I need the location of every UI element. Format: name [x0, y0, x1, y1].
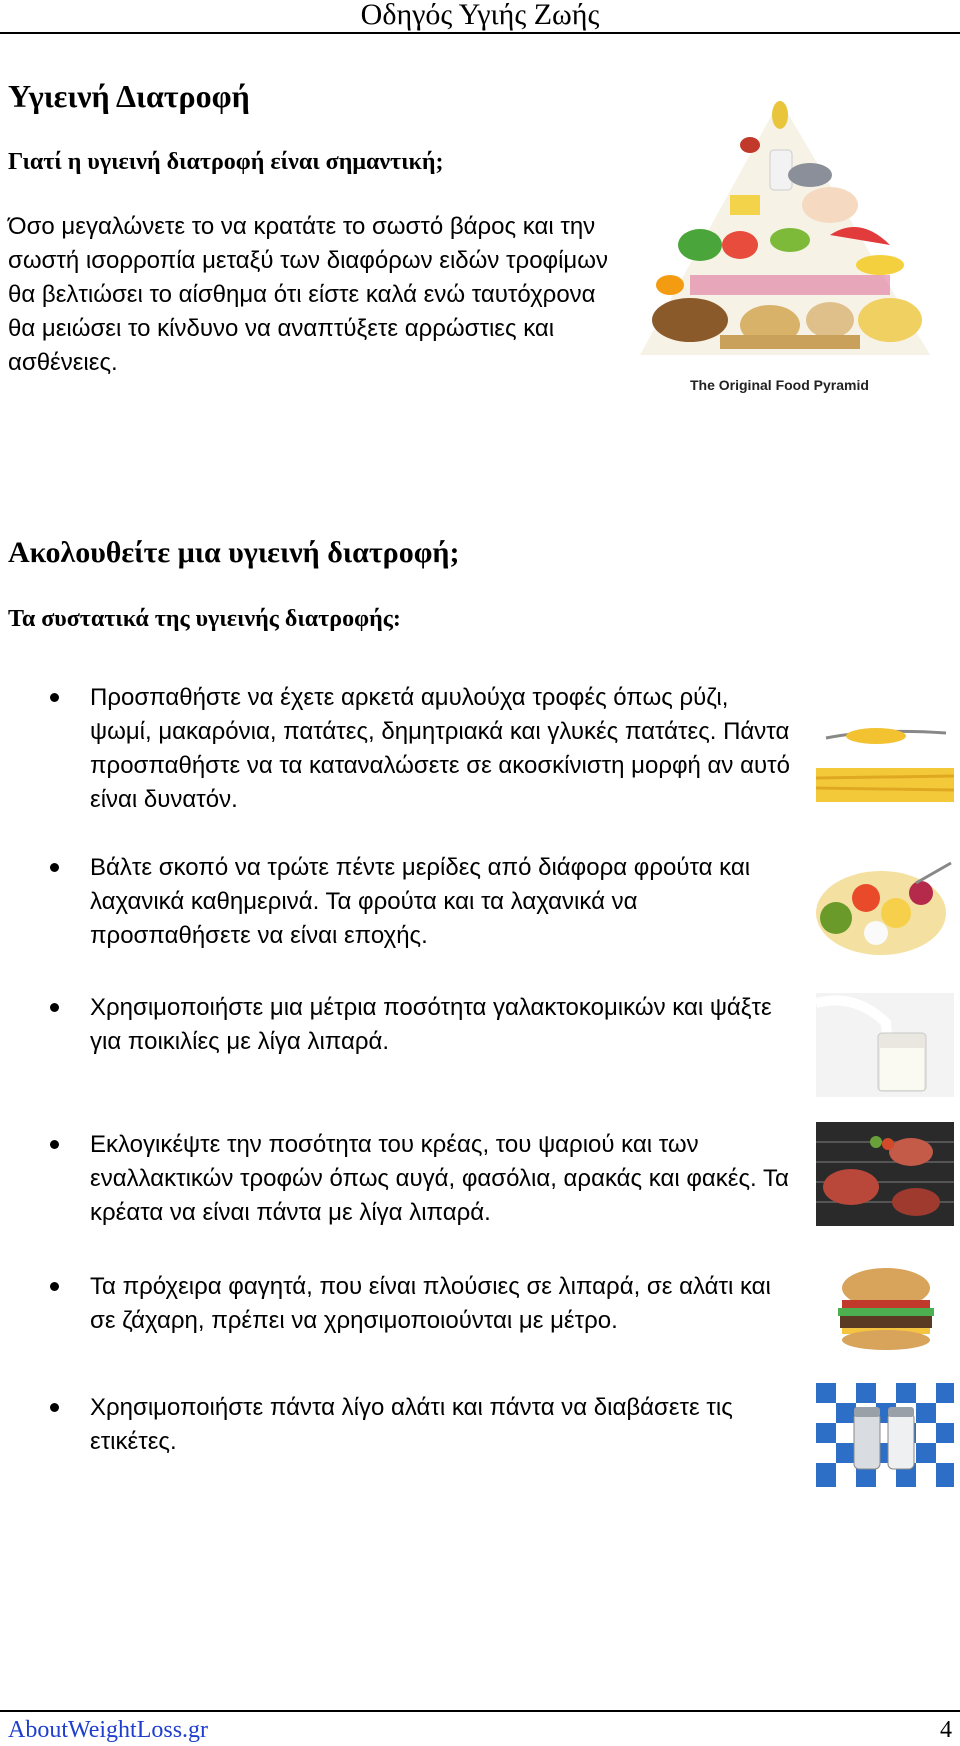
- bullet-dot: [50, 1140, 59, 1149]
- header-divider: [0, 32, 960, 34]
- food-pyramid-caption: The Original Food Pyramid: [690, 377, 869, 393]
- footer-divider: [0, 1710, 960, 1712]
- page-number: 4: [940, 1717, 952, 1743]
- footer-site-link[interactable]: AboutWeightLoss.gr: [8, 1717, 209, 1743]
- section-heading-follow-diet: Ακολουθείτε μια υγιεινή διατροφή;: [8, 536, 460, 569]
- bullet-dot: [50, 863, 59, 872]
- bullet-dot: [50, 1403, 59, 1412]
- bullet-text: Προσπαθήστε να έχετε αρκετά αμυλούχα τροφές όπως ρύζι, ψωμί, μακαρόνια, πατάτες, δημητριακά και γλυκές πατάτες. Πάντα προσπαθήστε να τα καταναλώσετε σε ακοσκίνιστη μορφή αν αυτό είναι δυνατόν.: [90, 684, 790, 813]
- page-header-title: Οδηγός Υγιής Ζωής: [360, 0, 600, 31]
- bullet-dot: [50, 693, 59, 702]
- salt-shaker-image: [816, 1383, 954, 1487]
- bullet-dot: [50, 1003, 59, 1012]
- fruit-salad-image: [816, 853, 954, 957]
- grilled-meat-image: [816, 1122, 954, 1226]
- bullet-text: Εκλογικέψτε την ποσότητα του κρέας, του ψαριού και των εναλλακτικών τροφών όπως αυγά, φασόλια, αρακάς και φακές. Τα κρέατα να είναι πάντα με λίγα λιπαρά.: [90, 1131, 789, 1226]
- bullet-dot: [50, 1282, 59, 1291]
- bullet-text: Χρησιμοποιήστε μια μέτρια ποσότητα γαλακτοκομικών και ψάξτε για ποικιλίες με λίγα λιπαρά.: [90, 994, 772, 1055]
- food-pyramid-image: [630, 95, 955, 395]
- bullet-text: Βάλτε σκοπό να τρώτε πέντε μερίδες από διάφορα φρούτα και λαχανικά καθημερινά. Τα φρούτα και τα λαχανικά να προσπαθήσετε να είναι εποχής.: [90, 854, 751, 949]
- milk-glass-image: [816, 993, 954, 1097]
- subheading-why-important: Γιατί η υγιεινή διατροφή είναι σημαντική;: [8, 149, 444, 175]
- pasta-image: [816, 698, 954, 802]
- section-heading-healthy-diet: Υγιεινή Διατροφή: [8, 78, 250, 114]
- intro-paragraph: Όσο μεγαλώνετε το να κρατάτε το σωστό βάρος και την σωστή ισορροπία μεταξύ των διαφόρων ειδών τροφίμων θα βελτιώσει το αίσθημα ότι είστε καλά ενώ ταυτόχρονα θα μειώσει το κίνδυνο να αναπτύξετε αρρώστιες και ασθένειες.: [8, 213, 608, 376]
- bullet-text: Τα πρόχειρα φαγητά, που είναι πλούσιες σε λιπαρά, σε αλάτι και σε ζάχαρη, πρέπει να χρησιμοποιούνται με μέτρο.: [90, 1273, 771, 1334]
- burger-image: [816, 1258, 954, 1362]
- subheading-ingredients: Τα συστατικά της υγιεινής διατροφής:: [8, 606, 401, 632]
- bullet-text: Χρησιμοποιήστε πάντα λίγο αλάτι και πάντα να διαβάσετε τις ετικέτες.: [90, 1394, 733, 1455]
